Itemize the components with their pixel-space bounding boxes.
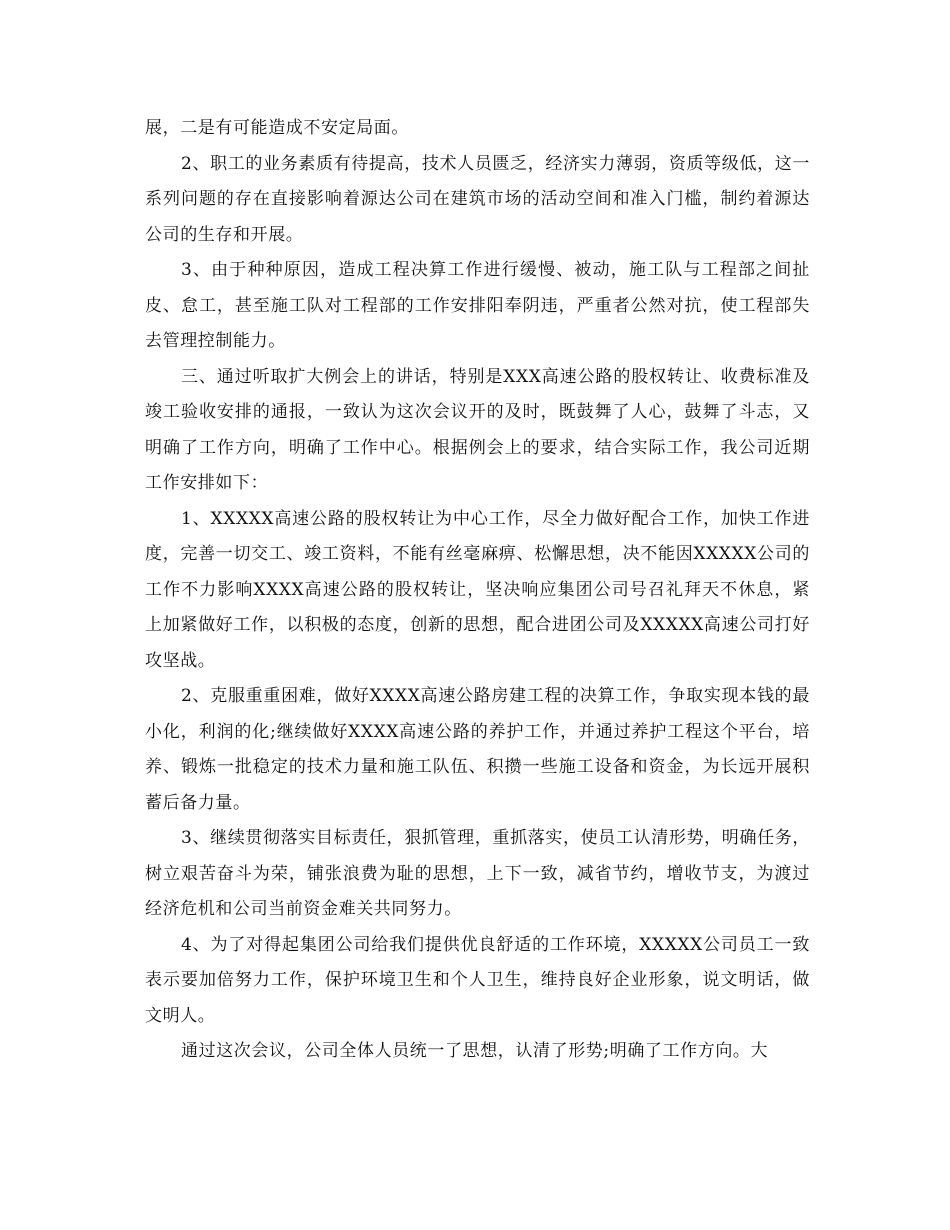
paragraph-conclusion: 通过这次会议，公司全体人员统一了思想，认清了形势;明确了工作方向。大 — [181, 1041, 769, 1061]
document-body — [145, 111, 810, 1070]
paragraph-item-3-settlement-delay: 3、由于种种原因，造成工程决算工作进行缓慢、被动，施工队与工程部之间扯皮、怠工，甚至施工队对工程部的工作安排阳奉阴违，严重者公然对抗，使工程部失去管理控制能力。 — [145, 260, 810, 351]
paragraph-continuation: 展，二是有可能造成不安定局面。 — [145, 118, 409, 138]
paragraph-plan-item-2: 2、克服重重困难，做好XXXX高速公路房建工程的决算工作，争取实现本钱的最小化，利润的化;继续做好XXXX高速公路的养护工作，并通过养护工程这个平台，培养、锻炼一批稳定的技术力量和施工队伍、积攒一些施工设备和资金，为长远开展积蓄后备力量。 — [145, 686, 810, 813]
paragraph-plan-item-3: 3、继续贯彻落实目标责任，狠抓管理，重抓落实，使员工认清形势，明确任务，树立艰苦奋斗为荣，铺张浪费为耻的思想，上下一致，减省节约，增收节支，为渡过经济危机和公司当前资金难关共同努力。 — [145, 828, 810, 919]
paragraph-plan-item-1: 1、XXXXX高速公路的股权转让为中心工作，尽全力做好配合工作，加快工作进度，完善一切交工、竣工资料，不能有丝毫麻痹、松懈思想，决不能因XXXXX公司的工作不力影响XXXX高速公路的股权转让，坚决响应集团公司号召礼拜天不休息，紧上加紧做好工作，以积极的态度，创新的思想，配合进团公司及XXXXX高速公司打好攻坚战。 — [145, 508, 810, 671]
paragraph-plan-item-4: 4、为了对得起集团公司给我们提供优良舒适的工作环境，XXXXX公司员工一致表示要加倍努力工作，保护环境卫生和个人卫生，维持良好企业形象，说文明话，做文明人。 — [145, 934, 810, 1026]
paragraph-section-three: 三、通过听取扩大例会上的讲话，特别是XXX高速公路的股权转让、收费标准及竣工验收安排的通报，一致认为这次会议开的及时，既鼓舞了人心，鼓舞了斗志，又明确了工作方向，明确了工作中心。根据例会上的要求，结合实际工作，我公司近期工作安排如下： — [145, 366, 810, 493]
paragraph-item-2-staff-quality: 2、职工的业务素质有待提高，技术人员匮乏，经济实力薄弱，资质等级低，这一系列问题的存在直接影响着源达公司在建筑市场的活动空间和准入门槛，制约着源达公司的生存和开展。 — [145, 153, 810, 245]
